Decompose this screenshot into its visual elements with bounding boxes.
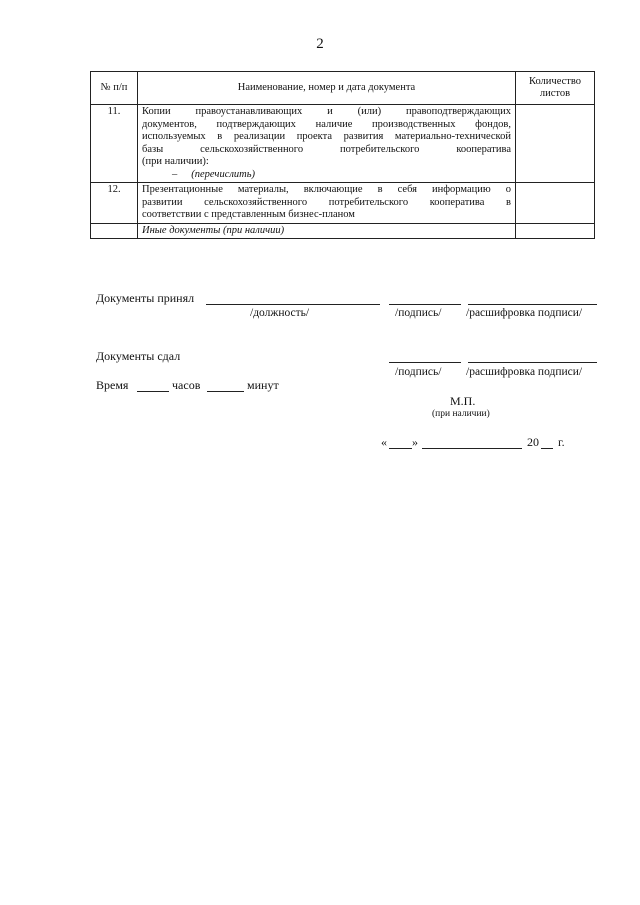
documents-table	[90, 71, 595, 239]
row-pages-cell	[516, 105, 595, 183]
row-text-line: документов, подтверждающих наличие производственных фондов,	[142, 118, 511, 130]
date-century: 20	[527, 435, 539, 449]
dash-marker: –	[172, 168, 178, 180]
row-pages-cell	[516, 223, 595, 239]
time-label: Время	[96, 378, 129, 392]
page-number: 2	[316, 36, 324, 52]
month-line	[422, 448, 522, 449]
day-line	[389, 448, 412, 449]
table-row	[91, 223, 595, 239]
handed-label: Документы сдал	[96, 349, 181, 363]
table-row	[91, 105, 595, 183]
row-description	[138, 105, 516, 183]
row-number: 12.	[91, 183, 138, 224]
signature-line	[389, 362, 461, 363]
row-text-line: соответствии с представленным бизнес-планом	[142, 209, 355, 220]
table-header-row	[91, 72, 595, 105]
date-quote-close: »	[412, 435, 418, 449]
hours-label: часов	[172, 378, 201, 392]
date-year-suffix: г.	[558, 435, 565, 449]
position-caption: /должность/	[250, 307, 310, 319]
date-quote-open: «	[381, 435, 387, 449]
row-description: Иные документы (при наличии)	[138, 223, 516, 239]
row-description	[138, 183, 516, 224]
header-number: № п/п	[91, 72, 138, 105]
decoding-line	[468, 362, 597, 363]
minutes-line	[207, 391, 244, 392]
list-item	[142, 169, 511, 182]
hours-line	[137, 391, 169, 392]
stamp-label: М.П.	[450, 394, 476, 408]
decoding-line	[468, 304, 597, 305]
minutes-label: минут	[247, 378, 279, 392]
signature-line	[389, 304, 461, 305]
table-row	[91, 183, 595, 224]
header-pages: Количество листов	[516, 72, 595, 105]
row-text-line: Презентационные материалы, включающие в себя информацию о	[142, 184, 511, 195]
decoding-caption: /расшифровка подписи/	[466, 307, 583, 319]
row-text-line: Копии правоустанавливающих и (или) правоподтверждающих	[142, 106, 511, 117]
stamp-note: (при наличии)	[432, 409, 490, 419]
row-text-line: развитии сельскохозяйственного потребительского кооператива в	[142, 196, 511, 208]
row-text-line: базы сельскохозяйственного потребительского кооператива	[142, 143, 511, 155]
header-document: Наименование, номер и дата документа	[138, 72, 516, 105]
signature-caption: /подпись/	[395, 307, 442, 319]
list-item-text: (перечислить)	[191, 168, 256, 180]
row-number-empty	[91, 223, 138, 239]
row-number: 11.	[91, 105, 138, 183]
row-text-line: используемых в реализации проекта развития материально-технической	[142, 131, 511, 142]
year-line	[541, 448, 553, 449]
position-line	[206, 304, 380, 305]
accepted-label: Документы принял	[96, 291, 195, 305]
signature-caption: /подпись/	[395, 366, 442, 378]
row-text-line: (при наличии):	[142, 156, 209, 167]
decoding-caption: /расшифровка подписи/	[466, 366, 583, 378]
row-pages-cell	[516, 183, 595, 224]
